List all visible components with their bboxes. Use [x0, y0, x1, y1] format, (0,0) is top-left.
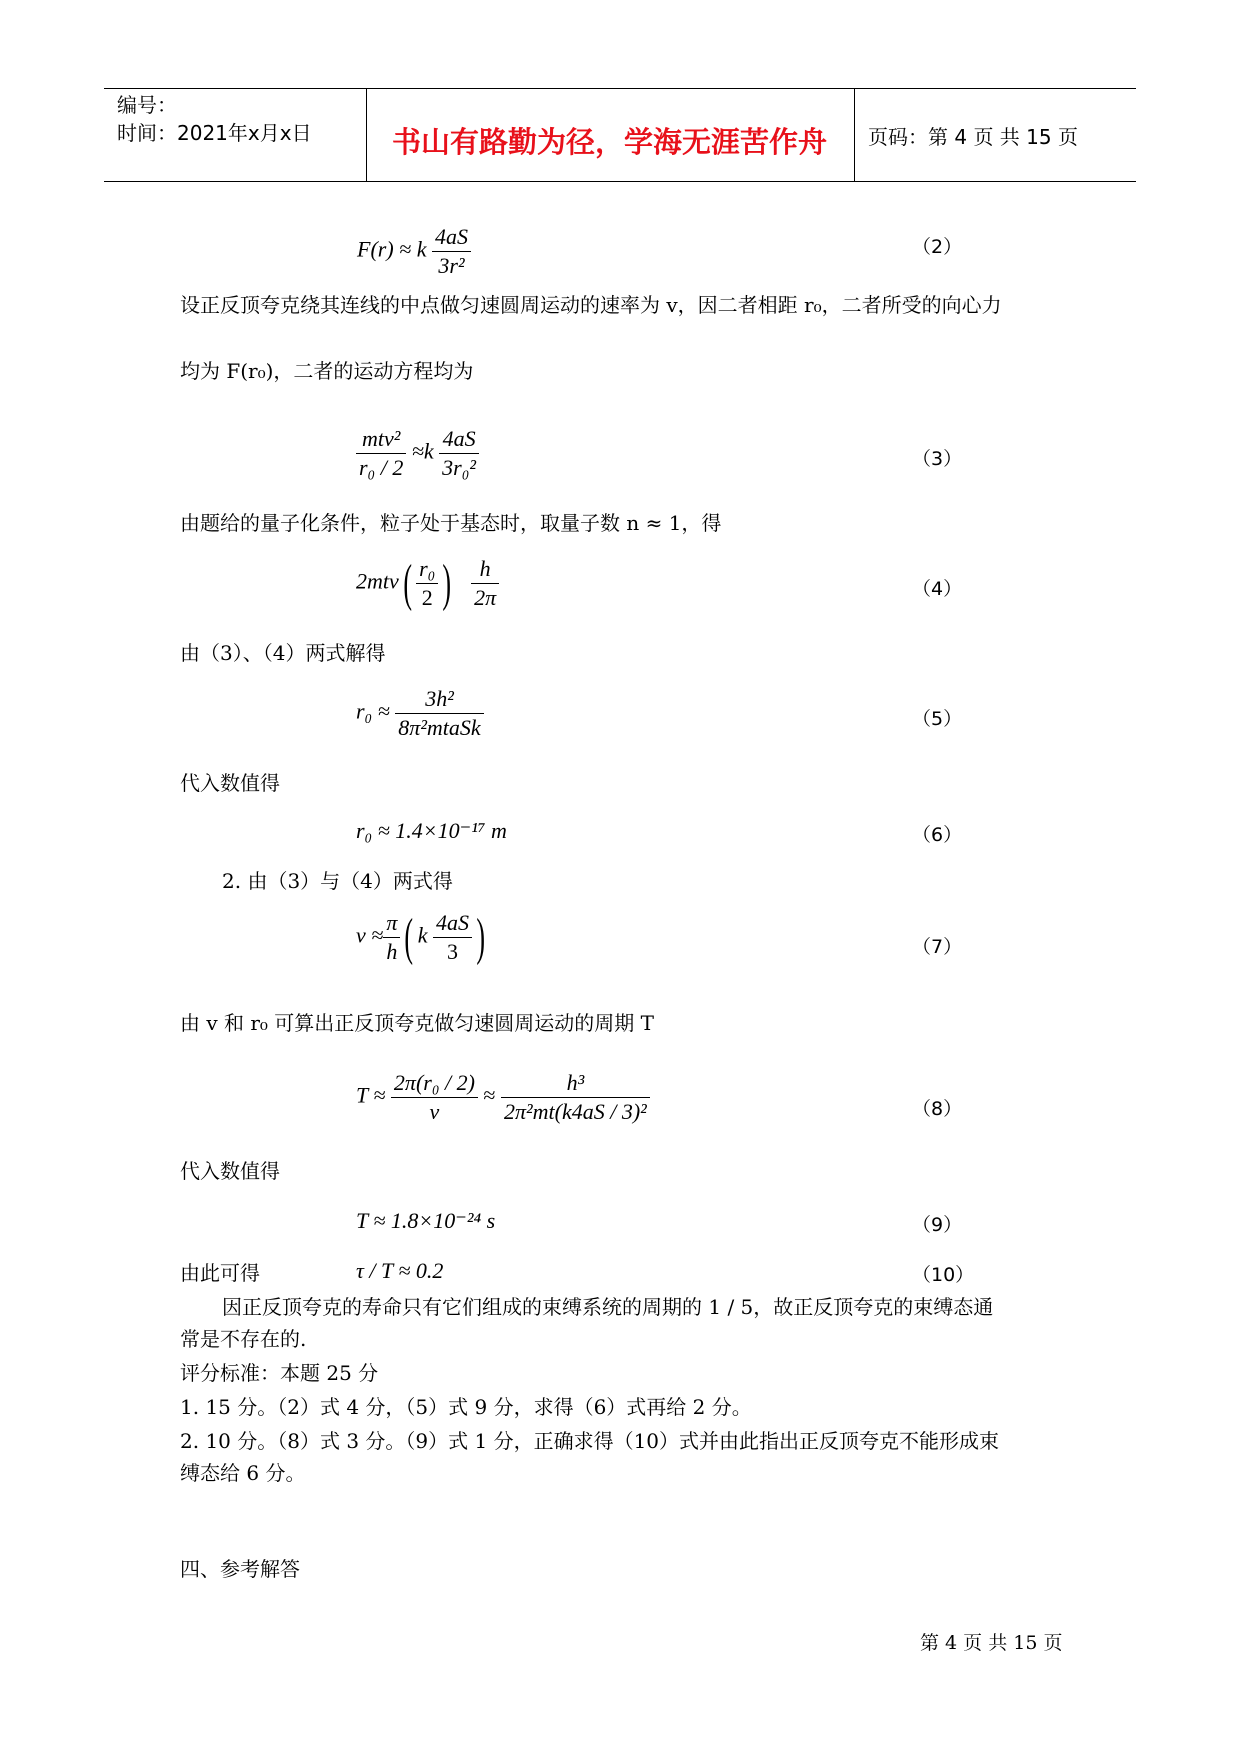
eq7-pi-fraction	[383, 910, 400, 965]
equation-3	[356, 426, 479, 481]
eq7-num: 4aS	[433, 910, 472, 938]
eq3-lhs-num: mtv²	[356, 426, 406, 454]
eq3-num: 4aS	[439, 426, 479, 454]
header-top-rule	[104, 88, 1136, 89]
para-solve: 由（3）、（4）两式解得	[180, 641, 386, 665]
eq2-num: 4aS	[432, 224, 471, 252]
eq8-num2: h³	[501, 1070, 650, 1098]
eq5-fraction	[395, 686, 483, 741]
eq3-fraction	[439, 426, 479, 481]
eq10-number: （10）	[912, 1264, 975, 1286]
equation-7: v ≈ $\frac{\pi}{h}$ ( k $\frac{4aS}{3}$ )	[356, 908, 485, 966]
eq8-num1: 2π(r₀ / 2)	[391, 1070, 478, 1098]
para-sub1: 代入数值得	[180, 771, 280, 795]
page-footer: 第 4 页 共 15 页	[920, 1632, 1063, 1654]
header-divider-left	[366, 88, 367, 181]
para-period: 由 v 和 r₀ 可算出正反顶夸克做匀速圆周运动的周期 T	[180, 1011, 655, 1035]
eq7-f-num: π	[383, 910, 400, 938]
header-bottom-rule	[104, 181, 1136, 182]
eq4-inner-fraction	[416, 556, 438, 611]
eq7-k: k	[417, 922, 428, 948]
scoring-title: 评分标准：本题 25 分	[180, 1361, 379, 1385]
eq4-number: （4）	[912, 578, 963, 600]
eq4-fraction	[471, 556, 499, 611]
equation-8	[356, 1070, 650, 1125]
header-number-label: 编号：	[117, 93, 177, 117]
header-page-info: 页码：第 4 页 共 15 页	[868, 125, 1078, 149]
eq5-lhs: r₀ ≈	[356, 698, 390, 724]
section-4-heading: 四、参考解答	[180, 1557, 300, 1581]
eq8-fraction-2	[501, 1070, 650, 1125]
equation-6: r₀ ≈ 1.4×10⁻¹⁷ m	[356, 818, 507, 843]
header-divider-right	[854, 88, 855, 181]
equation-9: T ≈ 1.8×10⁻²⁴ s	[356, 1208, 496, 1233]
eq7-den: 3	[446, 939, 458, 964]
para-hence: 由此可得	[180, 1261, 260, 1285]
eq3-den: 3r₀²	[442, 455, 476, 480]
eq2-fraction	[432, 224, 471, 279]
eq8-mid: ≈	[483, 1082, 496, 1108]
header-time-label: 时间：2021年x月x日	[117, 121, 312, 145]
eq4-den: 2π	[474, 585, 497, 610]
conclusion-line-1: 因正反顶夸克的寿命只有它们组成的束缚系统的周期的 1 / 5，故正反顶夸克的束缚态通	[222, 1295, 994, 1319]
para-force: 均为 F(r₀)，二者的运动方程均为	[180, 359, 474, 383]
para-speed: 设正反顶夸克绕其连线的中点做匀速圆周运动的速率为 v，因二者相距 r₀，二者所受的向心力	[180, 293, 1002, 317]
eq5-number: （5）	[912, 708, 963, 730]
eq8-lhs: T ≈	[356, 1082, 386, 1108]
eq4-lhs: 2mtv	[356, 568, 399, 594]
eq3-lhs-fraction	[356, 426, 406, 481]
equation-2	[357, 224, 471, 279]
para-quant: 由题给的量子化条件，粒子处于基态时，取量子数 n ≈ 1，得	[180, 511, 722, 535]
eq7-fraction	[433, 910, 472, 965]
equation-5	[356, 686, 484, 741]
eq3-number: （3）	[912, 448, 963, 470]
eq8-den2: 2π²mt(k4aS / 3)²	[504, 1099, 647, 1124]
eq9-number: （9）	[912, 1214, 963, 1236]
eq4-inner-den: 2	[421, 585, 433, 610]
scoring-item-1: 1. 15 分。（2）式 4 分，（5）式 9 分，求得（6）式再给 2 分。	[180, 1395, 752, 1419]
eq2-den: 3r²	[438, 253, 465, 278]
para-2: 2. 由（3）与（4）两式得	[222, 869, 453, 893]
eq8-fraction-1	[391, 1070, 478, 1125]
eq5-num: 3h²	[395, 686, 483, 714]
conclusion-line-2: 常是不存在的.	[180, 1327, 307, 1351]
eq2-number: （2）	[912, 236, 963, 258]
equation-10: τ / T ≈ 0.2	[356, 1258, 444, 1283]
eq8-den1: v	[429, 1099, 440, 1124]
header-motto: 书山有路勤为径，学海无涯苦作舟	[392, 125, 828, 159]
eq3-mid: ≈k	[411, 438, 434, 464]
eq7-number: （7）	[912, 936, 963, 958]
eq3-lhs-den: r₀ / 2	[359, 455, 404, 480]
eq7-f-den: h	[386, 939, 398, 964]
scoring-item-2b: 缚态给 6 分。	[180, 1461, 306, 1485]
equation-4: 2mtv( $\frac{\text{r₀}}{2}$ ) $\frac{h}{2\pi}$	[356, 556, 499, 611]
eq7-lhs: v ≈	[356, 922, 384, 948]
eq2-lhs: F(r) ≈ k	[357, 236, 427, 262]
eq6-number: （6）	[912, 824, 963, 846]
eq4-inner-num: r₀	[416, 556, 438, 584]
scoring-item-2a: 2. 10 分。（8）式 3 分。（9）式 1 分，正确求得（10）式并由此指出正反顶夸克不能形成束	[180, 1429, 1000, 1453]
eq5-den: 8π²mtaSk	[398, 715, 481, 740]
para-sub2: 代入数值得	[180, 1159, 280, 1183]
eq4-num: h	[471, 556, 499, 584]
eq8-number: （8）	[912, 1098, 963, 1120]
